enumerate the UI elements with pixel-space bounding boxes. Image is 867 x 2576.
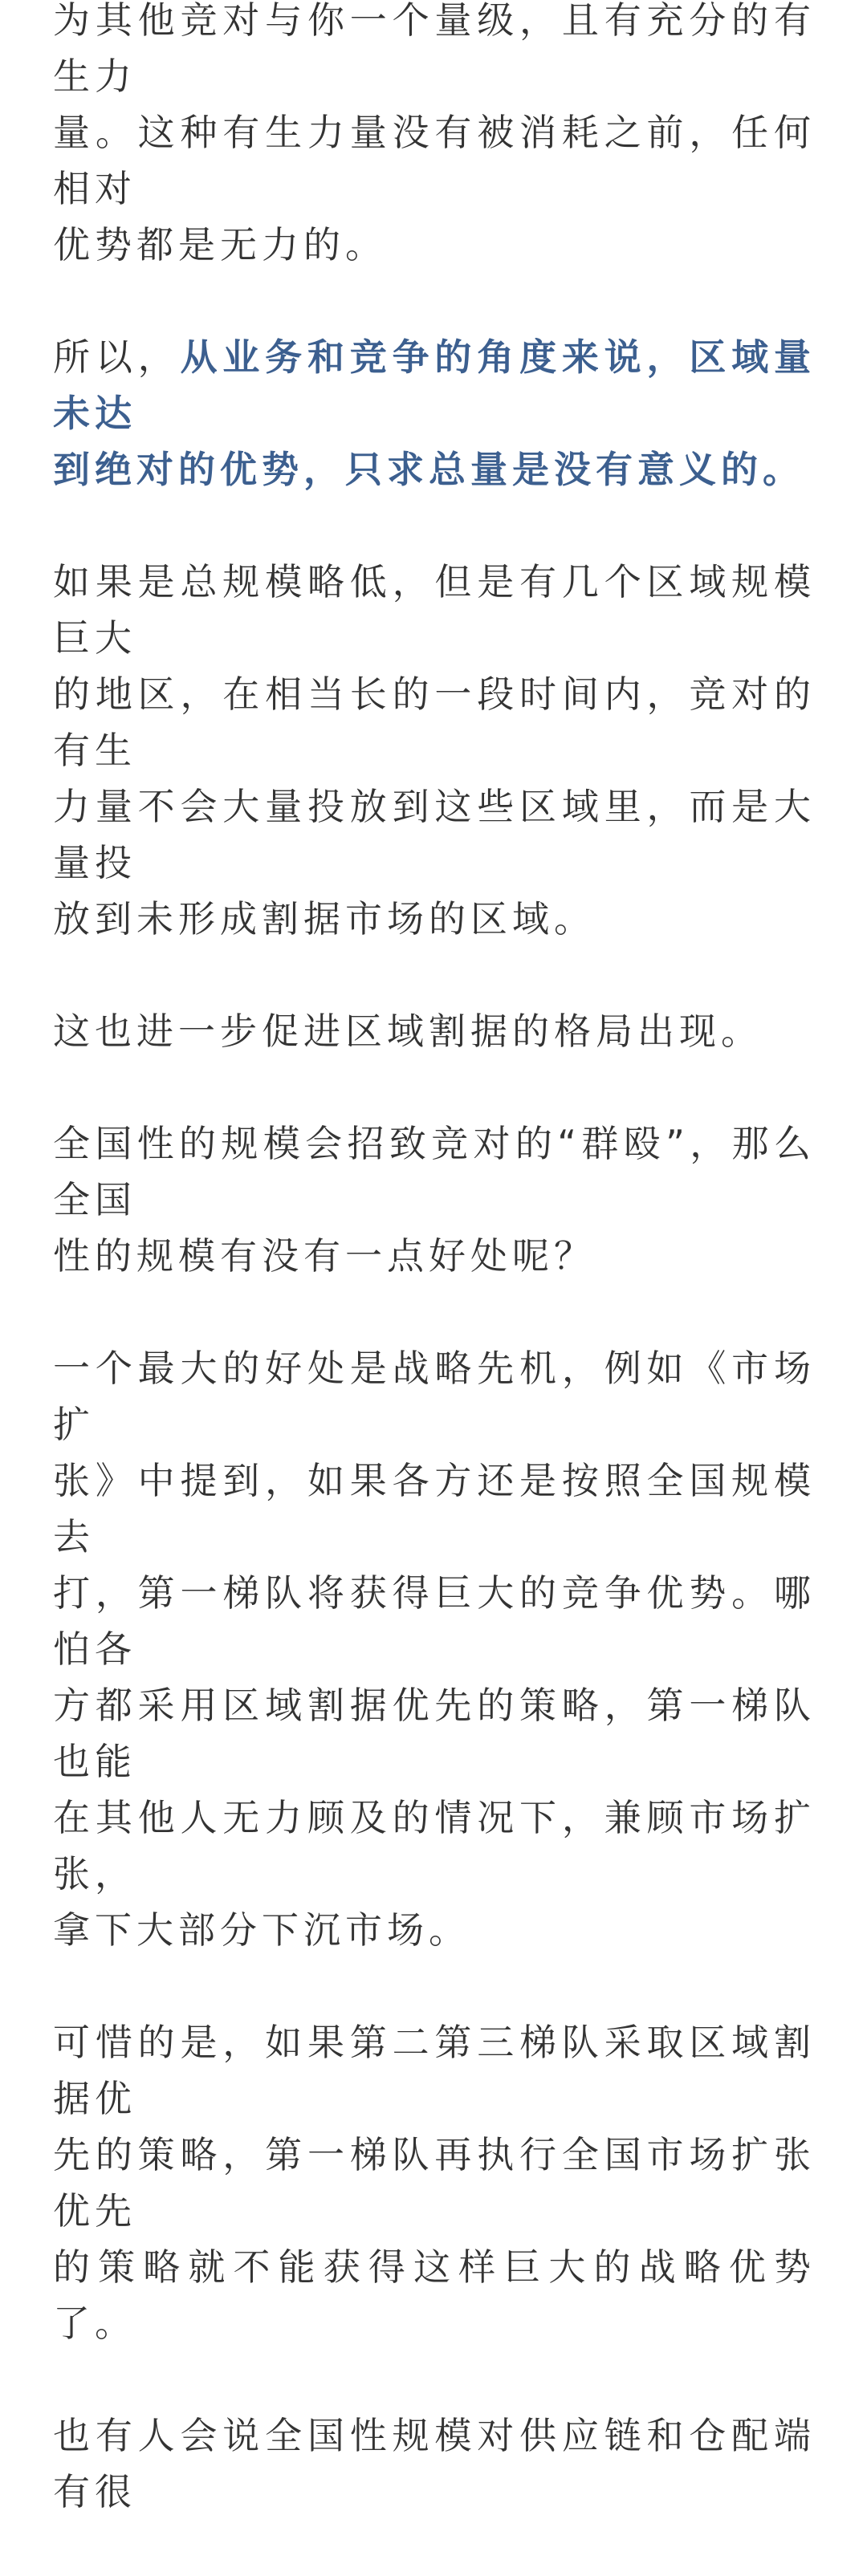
paragraph-7: 可惜的是，如果第二第三梯队采取区域割据优 先的策略，第一梯队再执行全国市场扩张优先 的策略就不能获得这样巨大的战略优势了。 bbox=[53, 2021, 816, 2345]
paragraph-2 bbox=[53, 329, 816, 498]
paragraph-2-highlight: 从业务和竞争的角度来说，区域量未达 到绝对的优势，只求总量是没有意义的。 bbox=[53, 335, 816, 491]
article-body bbox=[53, 0, 816, 2576]
paragraph-4: 这也进一步促进区域割据的格局出现。 bbox=[53, 1010, 763, 1053]
paragraph-5: 全国性的规模会招致竞对的“群殴”，那么全国 性的规模有没有一点好处呢？ bbox=[53, 1122, 816, 1278]
paragraph-1: 为其他竞对与你一个量级，且有充分的有生力 量。这种有生力量没有被消耗之前，任何相对 优势都是无力的。 bbox=[53, 0, 816, 266]
paragraph-3: 如果是总规模略低，但是有几个区域规模巨大 的地区，在相当长的一段时间内，竞对的有生 力量不会大量投放到这些区域里，而是大量投 放到未形成割据市场的区域。 bbox=[53, 560, 816, 941]
paragraph-6: 一个最大的好处是战略先机，例如《市场扩 张》中提到，如果各方还是按照全国规模去 打，第一梯队将获得巨大的竞争优势。哪怕各 方都采用区域割据优先的策略，第一梯队也能 在其他人无力顾及的情况下，兼顾市场扩张， 拿下大部分下沉市场。 bbox=[53, 1347, 816, 1952]
paragraph-8: 也有人会说全国性规模对供应链和仓配端有很 bbox=[53, 2414, 816, 2513]
paragraph-2-prefix: 所以， bbox=[53, 335, 181, 379]
